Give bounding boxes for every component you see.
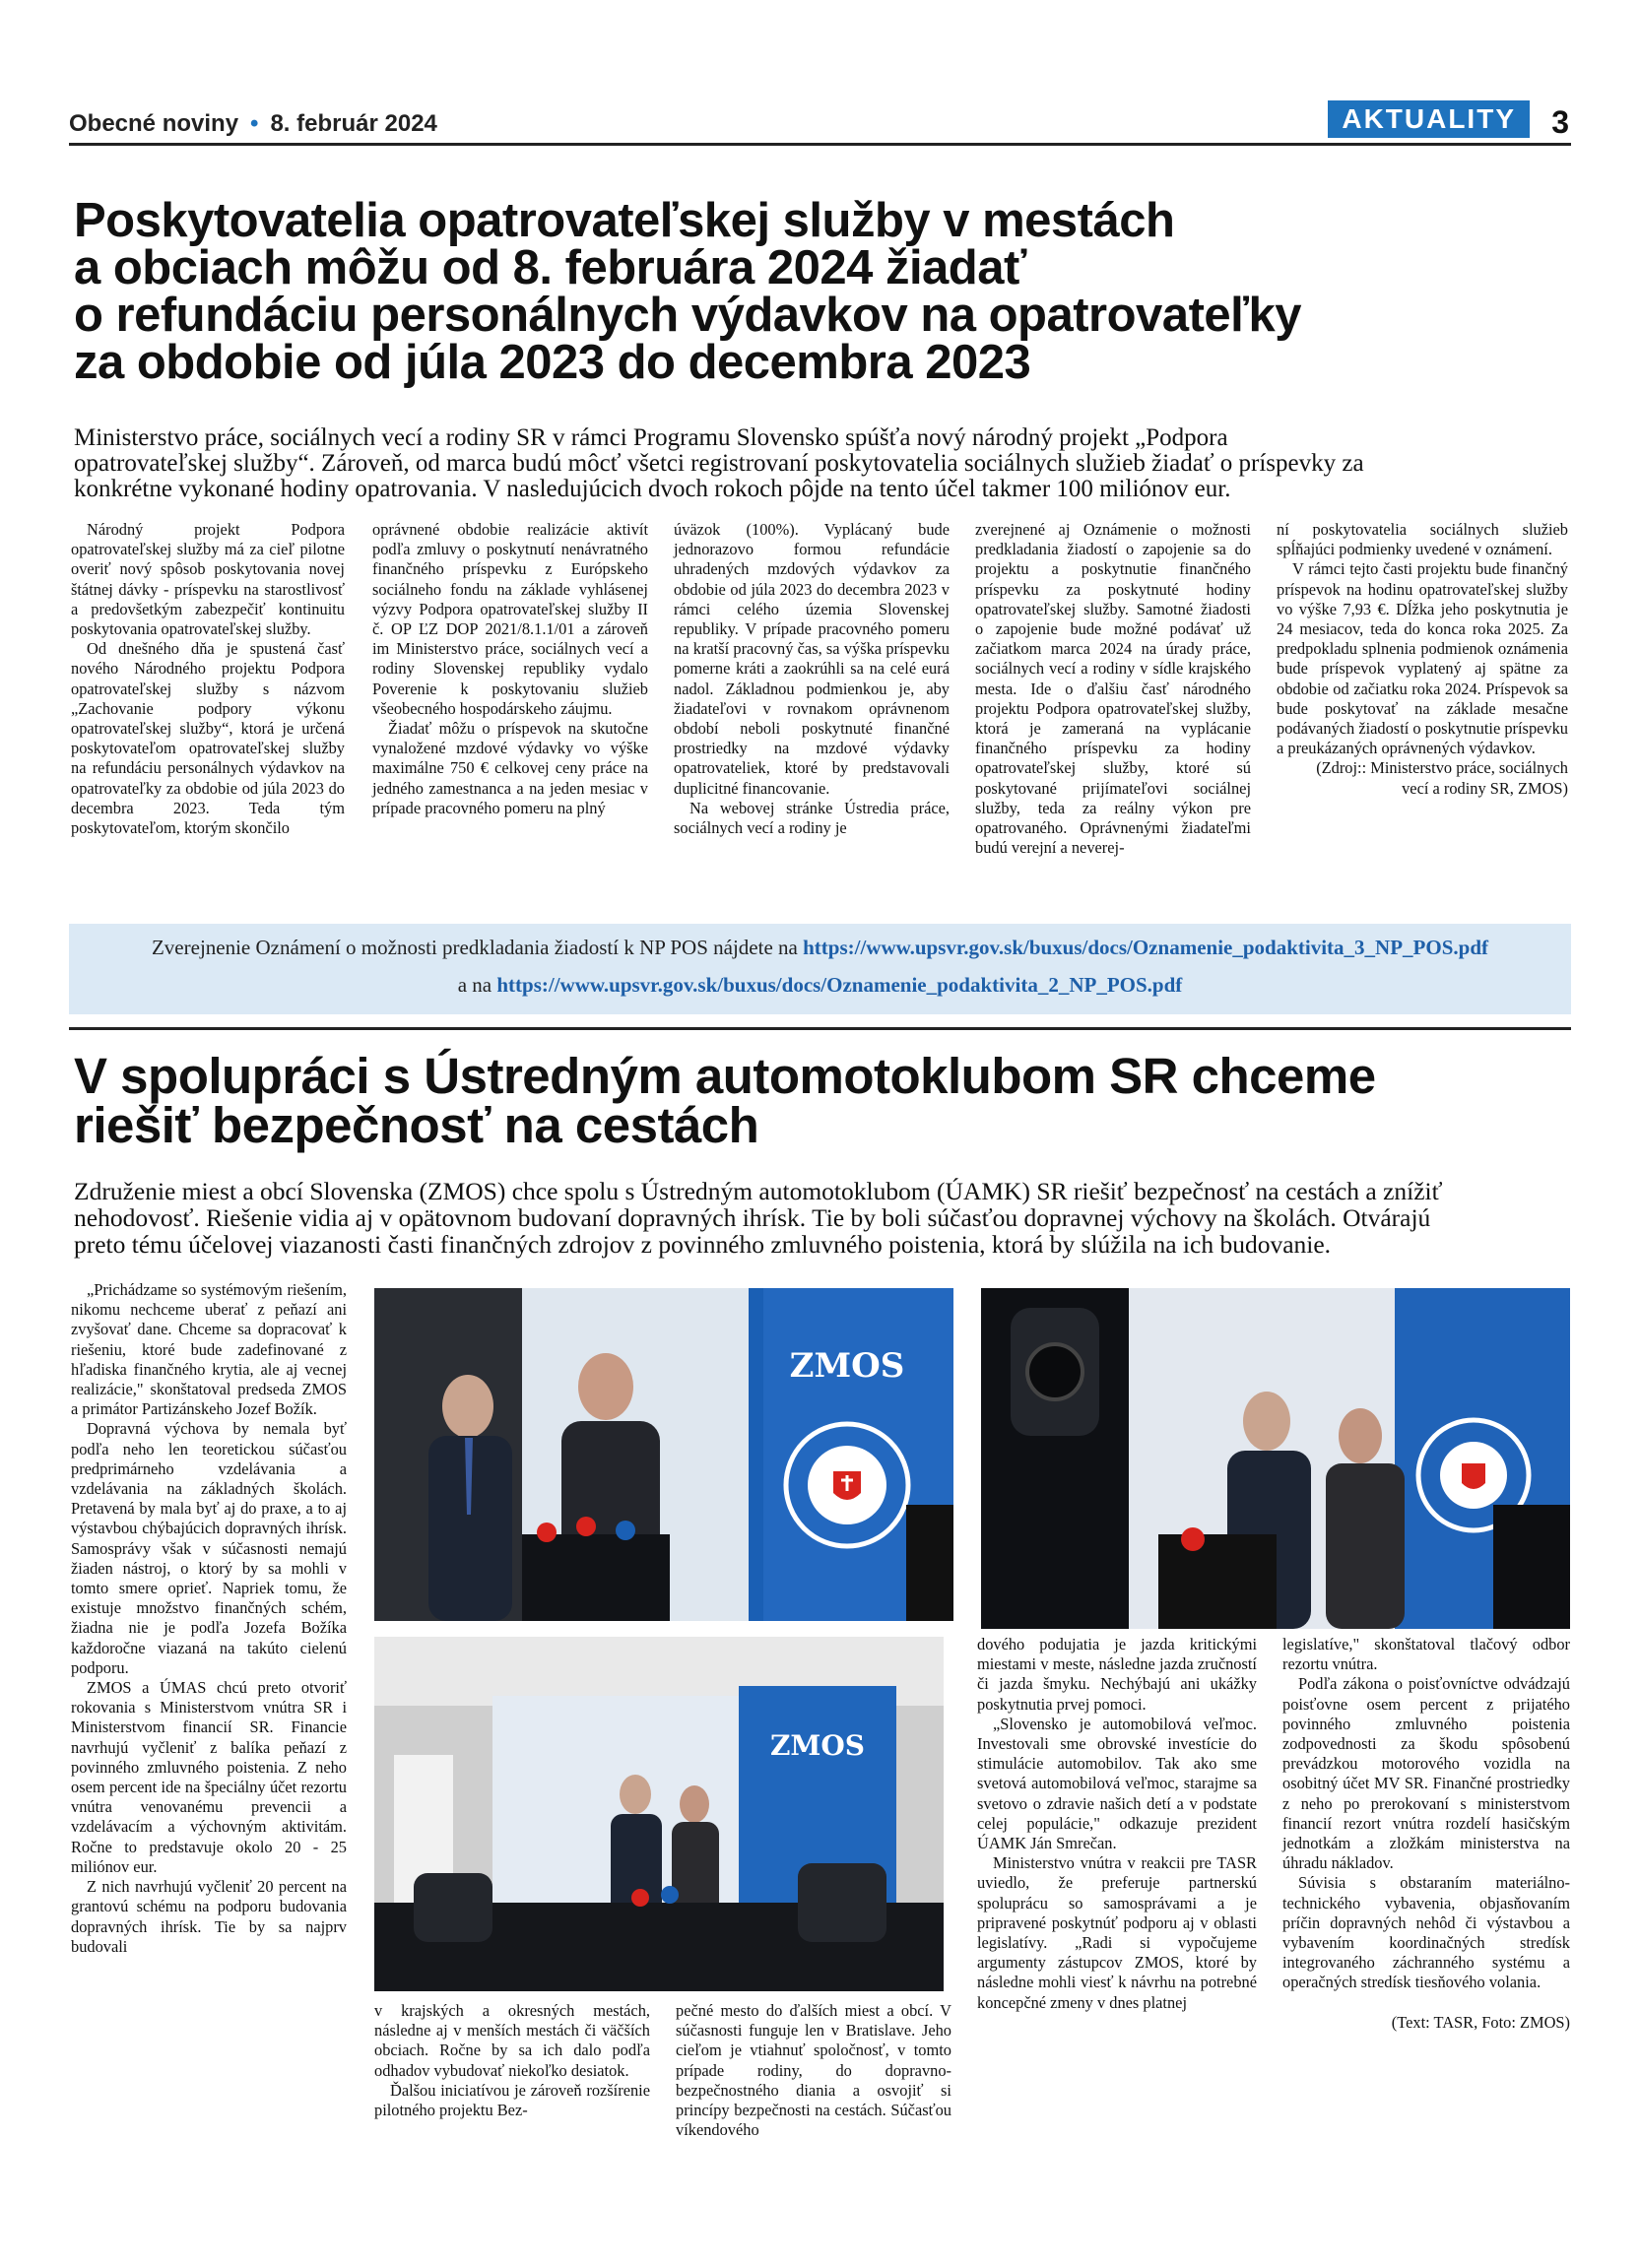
article1-column-4 — [975, 520, 1251, 858]
article2-column-5 — [1282, 1635, 1570, 2033]
paragraph: Dopravná výchova by nemala byť podľa neho len teoretickou súčasťou predprimárneho vzdelávania a vzdelávania na základných školách. Pretavená by mala byť aj do praxe, a to aj výstavbou chýbajúcich dopravných ihrísk. Samosprávy však v súčasnosti nemajú žiaden nástroj, o ktorý by sa mohli v tomto smere oprieť. Napriek tomu, že existuje množstvo finančných schém, žiadna nie je podľa Jozefa Božíka každoročne viazaná na takúto cielenú podporu. — [71, 1419, 347, 1677]
paragraph: Národný projekt Podpora opatrovateľskej služby má za cieľ pilotne overiť nový spôsob poskytovania novej štátnej dávky - príspevku na starostlivosť a predovšetkým zabezpečiť kontinuitu poskytovania opatrovateľskej služby. — [71, 520, 345, 639]
lead-line: Ministerstvo práce, sociálnych vecí a rodiny SR v rámci Programu Slovensko spúšťa nový národný projekt „Podpora — [74, 424, 1228, 451]
paragraph: Žiadať môžu o príspevok na skutočne vynaložené mzdové výdavky vo výške maximálne 750 € celkovej ceny práce na jedného zamestnanca a na jeden mesiac v prípade pracovného pomeru na plný — [372, 719, 648, 817]
lead-line: opatrovateľskej služby“. Zároveň, od marca budú môcť všetci registrovaní poskytovatelia sociálnych služieb žiadať o príspevky za — [74, 450, 1364, 477]
paragraph: Ministerstvo vnútra v reakcii pre TASR uviedlo, že preferuje partnerskú spoluprácu so samosprávami a je pripravené poskytnúť podporu aj v oblasti legislatívy. „Radi si vypočujeme argumenty zástupcov ZMOS, ktoré by následne mohli viesť k návrhu na potrebné koncepčné zmeny v dnes platnej — [977, 1853, 1257, 2012]
paragraph: Na webovej stránke Ústredia práce, sociálnych vecí a rodiny je — [674, 798, 950, 838]
photo-illustration — [374, 1288, 953, 1621]
article1-column-5 — [1277, 520, 1568, 799]
paragraph: legislatíve," skonštatoval tlačový odbor rezortu vnútra. — [1282, 1635, 1570, 1674]
paragraph: pečné mesto do ďalších miest a obcí. V súčasnosti funguje len v Bratislave. Jeho cieľom je vtiahnuť spoločnosť, v tomto prípade rodiny, do dopravno-bezpečnostného diania a osvojiť si princípy bezpečnosti na cestách. Súčasťou víkendového — [676, 2001, 951, 2140]
headline-line: V spolupráci s Ústredným automotoklubom SR chceme — [74, 1048, 1376, 1104]
section-rule — [69, 1027, 1571, 1030]
article1-column-3 — [674, 520, 950, 838]
issue-date: 8. február 2024 — [270, 110, 437, 137]
link-line-1 — [69, 936, 1571, 960]
paragraph: úväzok (100%). Vyplácaný bude jednorazovo formou refundácie uhradených mzdových výdavkov za obdobie od júla 2023 do decembra 2023 v rámci celého územia Slovenskej republiky. V prípade pracovného pomeru na kratší pracovný čas, sa výška príspevku pomerne kráti a zaokrúhli sa na celé eurá nadol. Základnou podmienkou je, aby žiadateľovi v rovnakom oprávnenom období neboli poskytnuté finančné prostriedky na mzdové výdavky opatrovateliek, ktoré by predstavovali duplicitné financovanie. — [674, 520, 950, 798]
headline-line: a obciach môžu od 8. februára 2024 žiadať — [74, 241, 1026, 294]
lead-line: preto tému účelovej viazanosti časti finančných zdrojov z povinného zmluvného poistenia, ktorá by slúžila na ich budovanie. — [74, 1230, 1332, 1259]
photo-illustration — [374, 1637, 944, 1991]
link-oznamenie-3[interactable]: https://www.upsvr.gov.sk/buxus/docs/Oznamenie_podaktivita_3_NP_POS.pdf — [803, 936, 1488, 959]
paragraph: ní poskytovatelia sociálnych služieb spĺňajúci podmienky uvedené v oznámení. — [1277, 520, 1568, 559]
lead-line: nehodovosť. Riešenie vidia aj v opätovnom budovaní dopravných ihrísk. Tie by boli súčasťou dopravnej výchovy na školách. Otvárajú — [74, 1203, 1431, 1232]
page-header — [69, 98, 1571, 138]
article2-column-1 — [71, 1280, 347, 1957]
link-intro-text: Zverejnenie Oznámení o možnosti predkladania žiadostí k NP POS nájdete na — [151, 936, 804, 959]
photo-press-conference-3 — [374, 1637, 944, 1991]
section-tag: AKTUALITY — [1328, 100, 1530, 138]
page-number: 3 — [1551, 104, 1569, 140]
paragraph: Podľa zákona o poisťovníctve odvádzajú poisťovne osem percent z prijatého povinného zmluvného poistenia zodpovednosti za škodu spôsobenú prevádzkou motorového vozidla na osobitný účet MV SR. Finančné prostriedky z neho po prerokovaní s ministerstvom financií rezort vnútra rozdelí hasičským jednotkám a zložkám ministerstva na úhradu nákladov. — [1282, 1674, 1570, 1873]
paragraph: dového podujatia je jazda kritickými miestami v meste, následne jazda zručností či jazda šmyku. Nechýbajú ani ukážky poskytnutia prvej pomoci. — [977, 1635, 1257, 1714]
link-oznamenie-2[interactable]: https://www.upsvr.gov.sk/buxus/docs/Oznamenie_podaktivita_2_NP_POS.pdf — [496, 973, 1183, 997]
paragraph: „Slovensko je automobilová veľmoc. Investovali sme obrovské investície do stimulácie automobilov. Tak ako sme svetová automobilová veľmoc, starajme sa svetovo o zdravie našich detí a v podstate celej populácie," odkazuje prezident ÚAMK Ján Smrečan. — [977, 1714, 1257, 1853]
paragraph: Súvisia s obstaraním materiálno-technického vybavenia, objasňovaním príčin dopravných nehôd či výstavbou a vybavením koordinačných stredísk integrovaného záchranného systému a operačných stredísk tiesňového volania. — [1282, 1873, 1570, 1992]
photo-illustration — [981, 1288, 1570, 1629]
paragraph: oprávnené obdobie realizácie aktivít podľa zmluvy o poskytnutí nenávratného finančného príspevku z Európskeho sociálneho fondu na základe vyhlásenej výzvy Podpora opatrovateľskej služby II č. OP ĽZ DOP 2021/8.1.1/01 a zároveň im Ministerstvo práce, sociálnych vecí a rodiny Slovenskej republiky vydalo Poverenie k poskytovaniu služieb všeobecného hospodárskeho záujmu. — [372, 520, 648, 718]
article1-lead — [74, 425, 1571, 502]
paragraph: Ďalšou iniciatívou je zároveň rozšírenie pilotného projektu Bez- — [374, 2080, 650, 2120]
article2-headline — [74, 1048, 1571, 1153]
link-intro-text: a na — [457, 973, 497, 997]
paragraph: „Prichádzame so systémovým riešením, nikomu nechceme uberať z peňazí ani zvyšovať dane. Chceme sa dopracovať k riešeniu, ktoré bude zadefinované z hľadiska finančného krytia, ale aj vecnej realizácie," skonštatoval predseda ZMOS a primátor Partizánskeho Jozef Božík. — [71, 1280, 347, 1419]
publication-name: Obecné noviny — [69, 110, 239, 137]
paragraph: V rámci tejto časti projektu bude finančný príspevok na hodinu opatrovateľskej služby vo výške 7,93 €. Dĺžka jeho poskytnutia je 24 mesiacov, teda do konca roka 2025. Za predpokladu splnenia podmienok oznámenia bude príspevok vyplatený aj spätne za obdobie od začiatku roka 2024. Príspevok sa bude poskytovať na základe mesačne podávaných žiadostí o poskytnutie príspevku a preukázaných oprávnených výdavkov. — [1277, 559, 1568, 758]
paragraph: ZMOS a ÚMAS chcú preto otvoriť rokovania s Ministerstvom vnútra SR i Ministerstvom financií SR. Financie navrhujú vyčleniť z balíka peňazí z povinného zmluvného poistenia. Z neho osem percent ide na špeciálny účet rezortu vnútra venovanému prevencii a vzdelávacím a výchovným aktivitám. Ročne to predstavuje okolo 20 - 25 miliónov eur. — [71, 1678, 347, 1876]
article2-column-4 — [977, 1635, 1257, 2013]
headline-line: Poskytovatelia opatrovateľskej služby v mestách — [74, 194, 1175, 247]
article1-column-1 — [71, 520, 345, 838]
paragraph: Od dnešného dňa je spustená časť nového Národného projektu Podpora opatrovateľskej služby s názvom „Zachovanie podpory výkonu opatrovateľskej služby“, ktorá je určená poskytovateľom opatrovateľskej služby na refundáciu personálnych výdavkov na opatrovateľky za obdobie od júla 2023 do decembra 2023. Teda tým poskytovateľom, ktorým skončilo — [71, 639, 345, 838]
source-note: (Zdroj:: Ministerstvo práce, sociálnych vecí a rodiny SR, ZMOS) — [1316, 758, 1568, 798]
lead-line: konkrétne vykonané hodiny opatrovania. V nasledujúcich dvoch rokoch pôjde na tento účel takmer 100 miliónov eur. — [74, 476, 1231, 502]
article1-headline — [74, 194, 1571, 389]
photo-press-conference-1 — [374, 1288, 953, 1621]
article2-lead — [74, 1178, 1571, 1258]
paragraph: zverejnené aj Oznámenie o možnosti predkladania žiadostí o zapojenie sa do projektu a poskytnutie finančného príspevku za poskytnuté hodiny opatrovateľskej služby. Samotné žiadosti o zapojenie bude možné podávať už začiatkom marca 2024 na úrady práce, sociálnych vecí a rodiny v sídle krajského mesta. Ide o ďalšiu časť národného projektu Podpora opatrovateľskej služby, ktorá je zameraná na vyplácanie finančného príspevku za hodiny opatrovateľskej služby, ktoré sú poskytované prijímateľovi sociálnej služby, teda za reálny výkon pre opatrovaného. Oprávnenými žiadateľmi budú verejní a neverej- — [975, 520, 1251, 858]
paragraph: v krajských a okresných mestách, následne aj v menších mestách či väčších obciach. Ročne by sa ich dalo podľa odhadov vybudovať niekoľko desiatok. — [374, 2001, 650, 2080]
link-box — [69, 924, 1571, 1014]
article2-column-3 — [676, 2001, 951, 2140]
article2-column-2 — [374, 2001, 650, 2120]
header-rule — [69, 143, 1571, 146]
headline-line: riešiť bezpečnosť na cestách — [74, 1097, 759, 1153]
headline-line: o refundáciu personálnych výdavkov na opatrovateľky — [74, 289, 1302, 342]
link-line-2 — [69, 973, 1571, 998]
paragraph: Z nich navrhujú vyčleniť 20 percent na grantovú schému na podporu budovania dopravných ihrísk. Tie by sa najprv budovali — [71, 1877, 347, 1956]
masthead — [69, 110, 437, 138]
photo-text-credit: (Text: TASR, Foto: ZMOS) — [1391, 2012, 1570, 2032]
zmos-banner-logo: ZMOS — [789, 1346, 905, 1386]
separator-dot: • — [250, 110, 259, 137]
article1-column-2 — [372, 520, 648, 818]
photo-press-conference-2 — [981, 1288, 1570, 1629]
lead-line: Združenie miest a obcí Slovenska (ZMOS) chce spolu s Ústredným automotoklubom (ÚAMK) SR riešiť bezpečnosť na cestách a znížiť — [74, 1177, 1443, 1205]
zmos-banner-logo: ZMOS — [769, 1729, 866, 1762]
headline-line: za obdobie od júla 2023 do decembra 2023 — [74, 336, 1031, 389]
